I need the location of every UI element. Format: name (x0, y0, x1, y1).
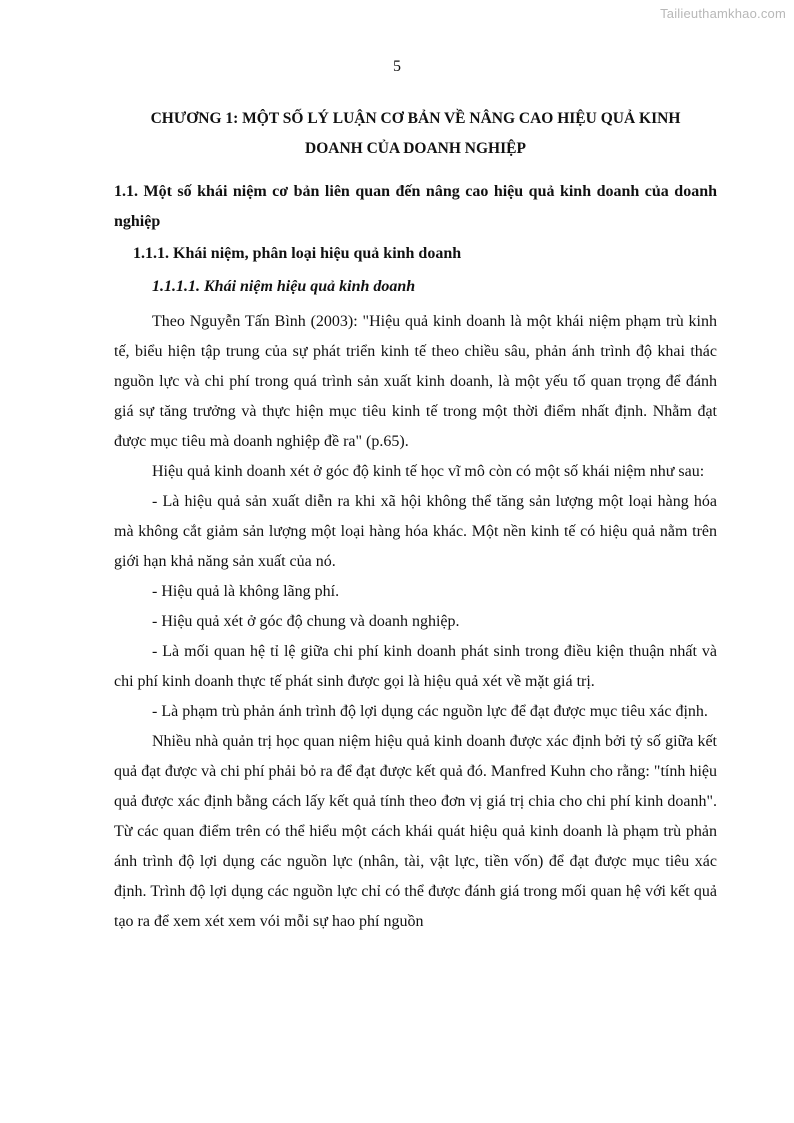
paragraph-definition-quote: Theo Nguyễn Tấn Bình (2003): "Hiệu quả kinh doanh là một khái niệm phạm trù kinh tế, biểu hiện tập trung của sự phát triển kinh tế theo chiều sâu, phản ánh trình độ khai thác nguồn lực và chi phí trong quá trình sản xuất kinh doanh, là một yếu tố quan trọng để đánh giá sự tăng trưởng và thực hiện mục tiêu kinh tế trong một thời điểm nhất định. Nhằm đạt được mục tiêu mà doanh nghiệp đề ra" (p.65). (114, 313, 717, 450)
chapter-title-line-1: CHƯƠNG 1: MỘT SỐ LÝ LUẬN CƠ BẢN VỀ NÂNG CAO HIỆU QUẢ KINH (150, 110, 681, 127)
list-item-general-perspective: - Hiệu quả xét ở góc độ chung và doanh nghiệp. (152, 613, 460, 630)
list-item-no-waste: - Hiệu quả là không lãng phí. (152, 583, 340, 600)
watermark: Tailieuthamkhao.com (660, 6, 786, 21)
page-number: 5 (393, 58, 401, 75)
paragraph-management-view: Nhiều nhà quản trị học quan niệm hiệu quả kinh doanh được xác định bởi tỷ số giữa kết quả đạt được và chi phí phải bỏ ra để đạt được kết quả đó. Manfred Kuhn cho rằng: "tính hiệu quả được xác định bằng cách lấy kết quả tính theo đơn vị giá trị chia cho chi phí kinh doanh". Từ các quan điểm trên có thể hiểu một cách khái quát hiệu quả kinh doanh là phạm trù phản ánh trình độ lợi dụng các nguồn lực (nhân, tài, vật lực, tiền vốn) để đạt được mục tiêu xác định. Trình độ lợi dụng các nguồn lực chỉ có thể được đánh giá trong mối quan hệ với kết quả tạo ra để xem xét xem vói mỗi sự hao phí nguồn (114, 733, 717, 930)
chapter-title-line-2: DOANH CỦA DOANH NGHIỆP (305, 140, 526, 157)
list-item-resource-utilization: - Là phạm trù phản ánh trình độ lợi dụng các nguồn lực để đạt được mục tiêu xác định. (152, 703, 708, 720)
list-item-cost-ratio: - Là mối quan hệ tỉ lệ giữa chi phí kinh doanh phát sinh trong điều kiện thuận nhất và chi phí kinh doanh thực tế phát sinh được gọi là hiệu quả xét về mặt giá trị. (114, 643, 717, 690)
paragraph-macro-intro: Hiệu quả kinh doanh xét ở góc độ kinh tế học vĩ mô còn có một số khái niệm như sau: (152, 463, 705, 480)
section-heading: 1.1. Một số khái niệm cơ bản liên quan đến nâng cao hiệu quả kinh doanh của doanh nghiệp (114, 183, 717, 230)
subsubsection-heading: 1.1.1.1. Khái niệm hiệu quả kinh doanh (152, 278, 416, 295)
document-body (114, 104, 717, 937)
subsection-heading: 1.1.1. Khái niệm, phân loại hiệu quả kinh doanh (133, 245, 462, 262)
chapter-title (114, 104, 717, 164)
list-item-production-efficiency: - Là hiệu quả sản xuất diễn ra khi xã hội không thể tăng sản lượng một loại hàng hóa mà không cắt giảm sản lượng một loại hàng hóa khác. Một nền kinh tế có hiệu quả nằm trên giới hạn khả năng sản xuất của nó. (114, 493, 717, 570)
